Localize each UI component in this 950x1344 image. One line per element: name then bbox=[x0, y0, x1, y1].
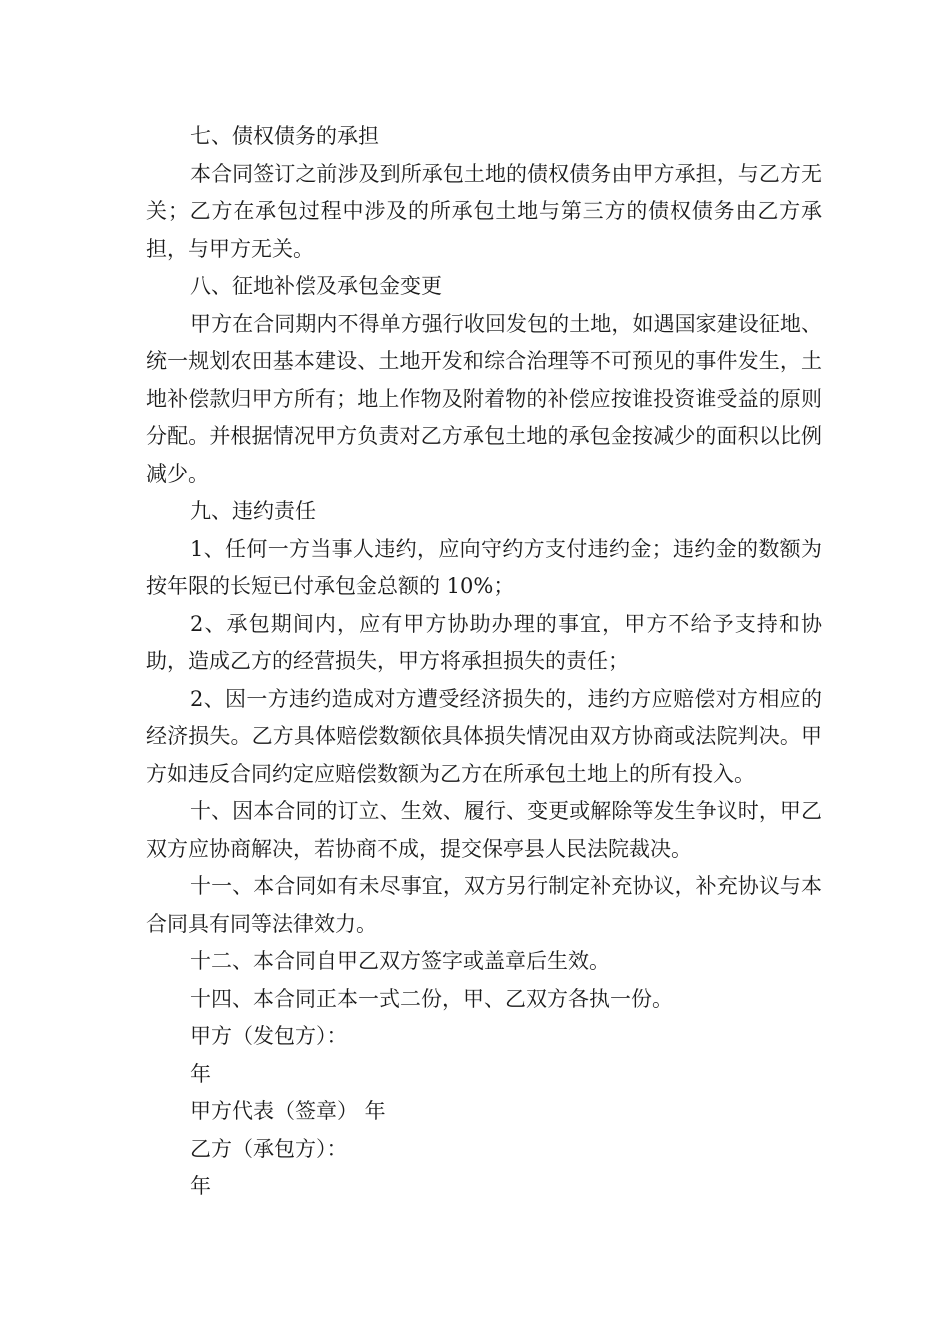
paragraph-land-compensation: 甲方在合同期内不得单方强行收回发包的土地，如遇国家建设征地、统一规划农田基本建设、土地开发和综合治理等不可预见的事件发生，土地补偿款归甲方所有；地上作物及附着物的补偿应按谁投资谁受益的原则分配。并根据情况甲方负责对乙方承包土地的承包金按减少的面积以比例减少。 bbox=[146, 311, 822, 486]
section-heading-7: 七、债权债务的承担 bbox=[190, 124, 379, 148]
section-10-dispute: 十、因本合同的订立、生效、履行、变更或解除等发生争议时，甲乙双方应协商解决，若协商不成，提交保亭县人民法院裁决。 bbox=[146, 799, 822, 861]
paragraph-debt-liability: 本合同签订之前涉及到所承包土地的债权债务由甲方承担，与乙方无关；乙方在承包过程中涉及的所承包土地与第三方的债权债务由乙方承担，与甲方无关。 bbox=[146, 161, 822, 261]
signature-party-a-rep: 甲方代表（签章） 年 bbox=[190, 1099, 386, 1123]
section-12-effective: 十二、本合同自甲乙双方签字或盖章后生效。 bbox=[190, 949, 610, 973]
signature-party-b: 乙方（承包方）： bbox=[190, 1136, 348, 1161]
section-11-supplement: 十一、本合同如有未尽事宜，双方另行制定补充协议，补充协议与本合同具有同等法律效力。 bbox=[146, 874, 822, 936]
paragraph-breach-2: 2、承包期间内，应有甲方协助办理的事宜，甲方不给予支持和协助，造成乙方的经营损失，甲方将承担损失的责任； bbox=[146, 611, 822, 673]
signature-party-a-year: 年 bbox=[190, 1061, 211, 1086]
paragraph-breach-1: 1、任何一方当事人违约，应向守约方支付违约金；违约金的数额为按年限的长短已付承包金总额的 10%； bbox=[146, 536, 822, 598]
signature-party-a: 甲方（发包方）： bbox=[190, 1024, 348, 1048]
section-heading-9: 九、违约责任 bbox=[190, 499, 316, 523]
signature-party-b-year: 年 bbox=[190, 1174, 211, 1198]
section-heading-8: 八、征地补偿及承包金变更 bbox=[190, 274, 442, 298]
document-body bbox=[146, 118, 822, 1206]
section-14-copies: 十四、本合同正本一式二份，甲、乙双方各执一份。 bbox=[190, 986, 673, 1011]
paragraph-breach-3: 2、因一方违约造成对方遭受经济损失的，违约方应赔偿对方相应的经济损失。乙方具体赔偿数额依具体损失情况由双方协商或法院判决。甲方如违反合同约定应赔偿数额为乙方在所承包土地上的所有投入。 bbox=[146, 686, 822, 786]
